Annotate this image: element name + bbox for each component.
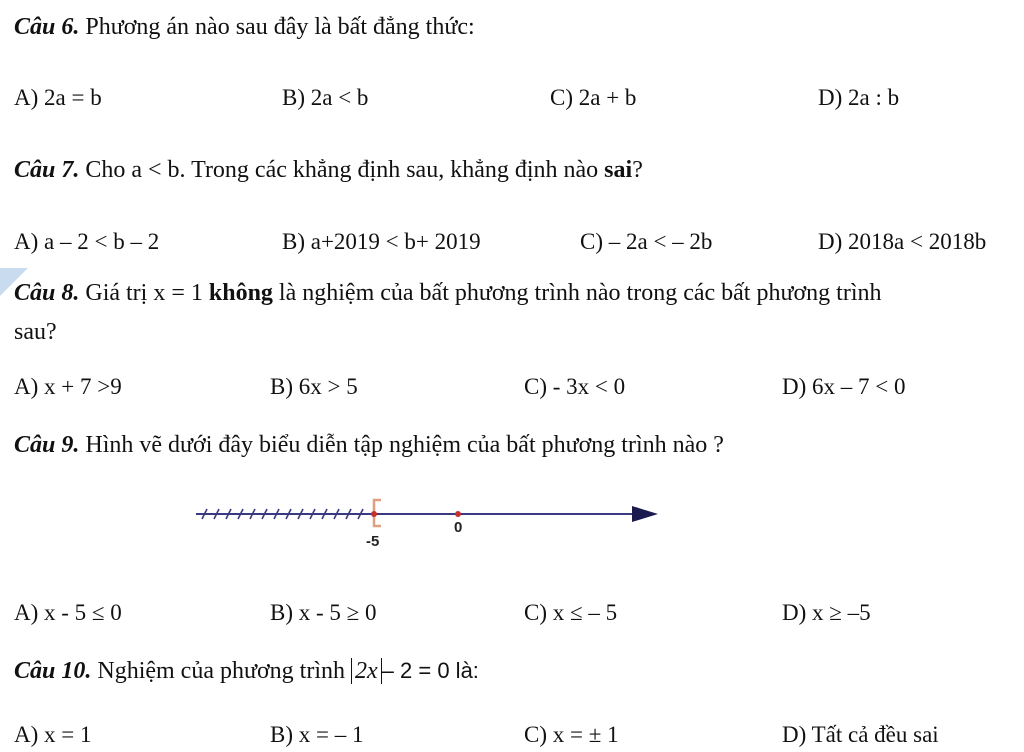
question-10-label: Câu 10.	[14, 658, 92, 684]
q10-option-d[interactable]: D) Tất cả đều sai	[782, 722, 939, 747]
question-6-text: Phương án nào sau đây là bất đẳng thức:	[79, 14, 475, 40]
question-9-label: Câu 9.	[14, 432, 80, 458]
q6-option-c[interactable]: C) 2a + b	[550, 85, 637, 110]
question-8-line-2: sau?	[14, 319, 57, 345]
q10-option-a[interactable]: A) x = 1	[14, 722, 92, 747]
q7-option-b[interactable]: B) a+2019 < b+ 2019	[282, 229, 481, 254]
question-9	[14, 430, 724, 460]
q10-option-b[interactable]: B) x = – 1	[270, 722, 364, 747]
question-10	[14, 656, 479, 686]
question-7-label: Câu 7.	[14, 157, 80, 183]
question-7-text-pre: Cho a < b. Trong các khẳng định sau, khẳng định nào	[79, 157, 605, 183]
q6-option-b[interactable]: B) 2a < b	[282, 85, 369, 110]
q9-option-c[interactable]: C) x ≤ – 5	[524, 600, 618, 625]
tick-label-zero: 0	[454, 519, 463, 536]
q7-option-d[interactable]: D) 2018a < 2018b	[818, 229, 987, 254]
question-9-text: Hình vẽ dưới đây biểu diễn tập nghiệm của bất phương trình nào ?	[79, 432, 724, 458]
question-8-text-post: là nghiệm của bất phương trình nào trong các bất phương trình	[272, 280, 882, 306]
question-7	[14, 155, 643, 185]
q10-option-c[interactable]: C) x = ± 1	[524, 722, 619, 747]
q8-option-d[interactable]: D) 6x – 7 < 0	[782, 374, 906, 399]
abs-inner: 2x	[355, 658, 378, 684]
question-6-label: Câu 6.	[14, 14, 80, 40]
question-7-text-bold: sai	[604, 157, 633, 183]
q9-option-b[interactable]: B) x - 5 ≥ 0	[270, 600, 377, 625]
question-8	[14, 278, 882, 308]
question-7-text-post: ?	[632, 157, 643, 183]
question-8-label: Câu 8.	[14, 280, 80, 306]
question-6	[14, 12, 475, 42]
question-8-text-bold: không	[208, 280, 273, 306]
q8-option-b[interactable]: B) 6x > 5	[270, 374, 358, 399]
question-10-text-pre: Nghiệm của phương trình	[91, 658, 352, 684]
q8-option-a[interactable]: A) x + 7 >9	[14, 374, 122, 399]
q7-option-a[interactable]: A) a – 2 < b – 2	[14, 229, 160, 254]
q8-option-c[interactable]: C) - 3x < 0	[524, 374, 626, 399]
q6-option-a[interactable]: A) 2a = b	[14, 85, 102, 110]
question-10-text-post: – 2 = 0 là:	[381, 658, 479, 683]
absolute-value-expression	[351, 658, 382, 684]
question-8-text-pre: Giá trị x = 1	[79, 280, 209, 306]
q9-option-a[interactable]: A) x - 5 ≤ 0	[14, 600, 122, 625]
q9-option-d[interactable]: D) x ≥ –5	[782, 600, 871, 625]
number-line	[190, 494, 670, 554]
number-line-arrow-icon	[632, 506, 658, 522]
point-minus-5	[371, 511, 377, 517]
q6-option-d[interactable]: D) 2a : b	[818, 85, 900, 110]
point-zero	[455, 511, 461, 517]
tick-label-minus-5: -5	[366, 533, 380, 550]
q7-option-c[interactable]: C) – 2a < – 2b	[580, 229, 713, 254]
